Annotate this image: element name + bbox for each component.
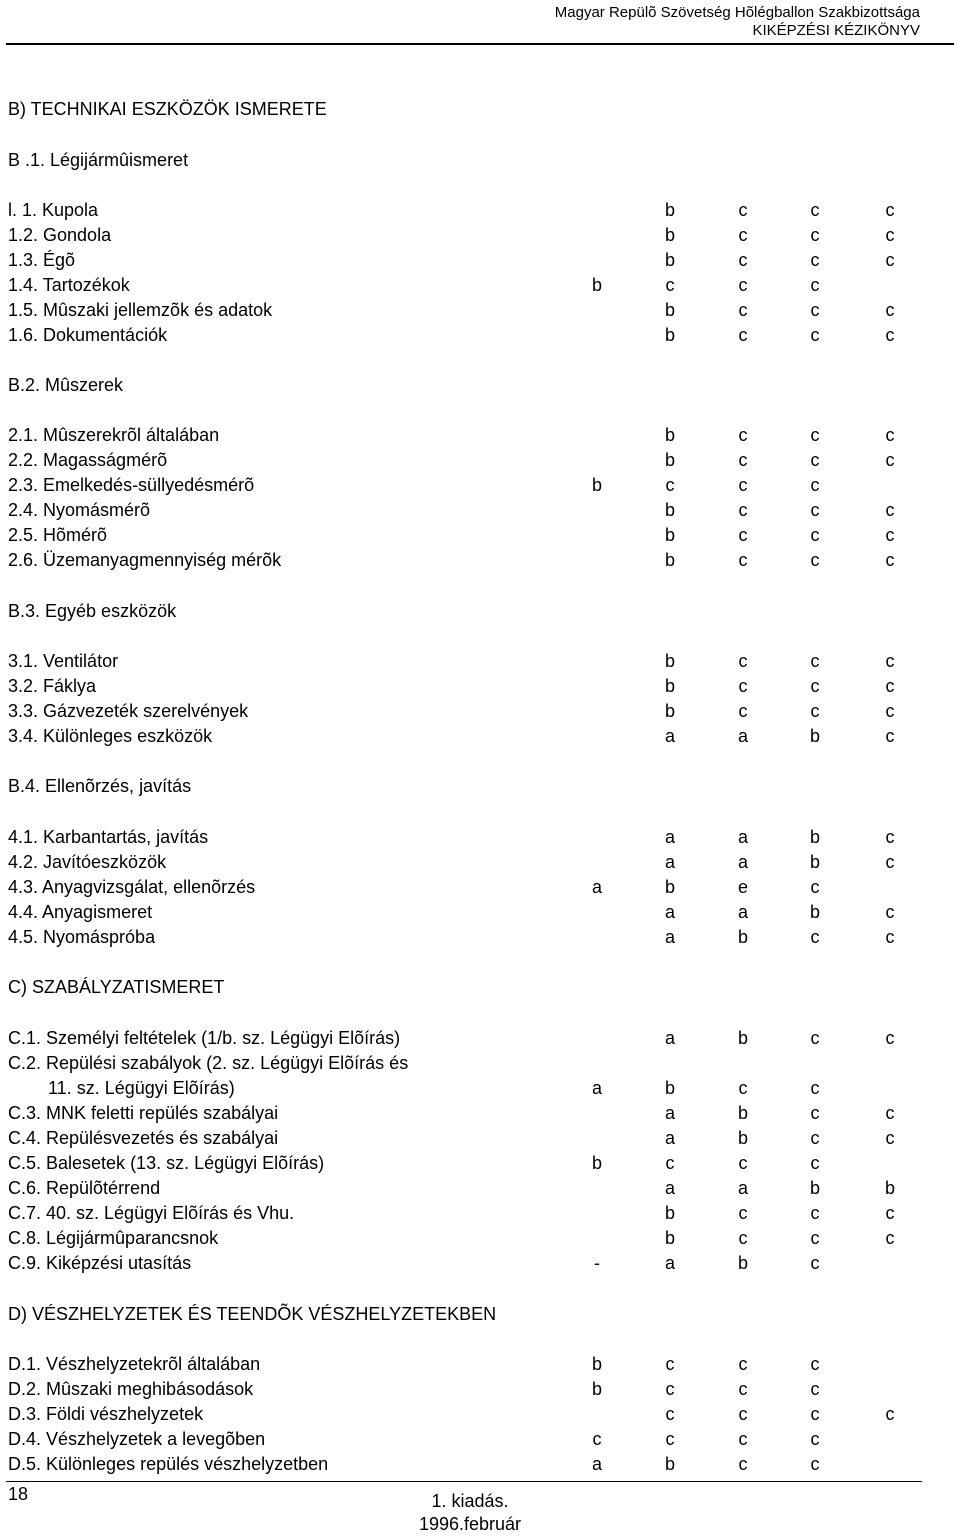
grade-cell: b	[664, 525, 675, 545]
grade-cell: c	[885, 927, 895, 947]
grade-cell: c	[885, 525, 895, 545]
curriculum-row	[8, 423, 960, 447]
row-label: l. 1. Kupola	[8, 200, 99, 220]
grade-cell: c	[885, 726, 895, 746]
grade-cell: b	[591, 275, 602, 295]
row-label: D.4. Vészhelyzetek a levegõben	[8, 1429, 266, 1449]
grade-cell: c	[738, 1379, 748, 1399]
grade-cell: c	[885, 852, 895, 872]
grade-cell: c	[738, 1454, 748, 1474]
grade-cell: c	[885, 1128, 895, 1148]
grade-cell: c	[810, 525, 820, 545]
grade-cell: a	[664, 902, 675, 922]
grade-cell: c	[810, 1429, 820, 1449]
row-label: 1.4. Tartozékok	[8, 275, 130, 295]
section-heading	[8, 1051, 960, 1075]
grade-cell: -	[594, 1253, 600, 1273]
grade-cell: c	[885, 325, 895, 345]
grade-cell: c	[665, 1153, 675, 1173]
row-label: 2.2. Magasságmérõ	[8, 450, 168, 470]
grade-cell: c	[738, 500, 748, 520]
row-label: 1.2. Gondola	[8, 225, 112, 245]
curriculum-row	[8, 900, 960, 924]
row-label: C.3. MNK feletti repülés szabályai	[8, 1103, 279, 1123]
grade-cell: c	[885, 1203, 895, 1223]
section-heading	[8, 373, 960, 397]
grade-cell: c	[810, 1153, 820, 1173]
grade-cell: c	[738, 275, 748, 295]
header-title: Magyar Repülõ Szövetség Hõlégballon Szakbizottsága	[554, 4, 920, 21]
row-label: C.9. Kiképzési utasítás	[8, 1253, 192, 1273]
grade-cell: c	[810, 1028, 820, 1048]
row-label: C.7. 40. sz. Légügyi Elõírás és Vhu.	[8, 1203, 295, 1223]
row-label: 4.4. Anyagismeret	[8, 902, 153, 922]
grade-cell: b	[809, 1178, 820, 1198]
grade-cell: c	[810, 225, 820, 245]
row-label: 4.5. Nyomáspróba	[8, 927, 156, 947]
grade-cell: a	[737, 1178, 748, 1198]
grade-cell: b	[737, 927, 748, 947]
curriculum-row	[8, 323, 960, 347]
row-label: B.3. Egyéb eszközök	[8, 601, 177, 621]
row-label: C) SZABÁLYZATISMERET	[8, 977, 225, 997]
row-label: C.1. Személyi feltételek (1/b. sz. Légügyi Elõírás)	[8, 1028, 401, 1048]
grade-cell: a	[591, 877, 602, 897]
grade-cell: b	[664, 325, 675, 345]
grade-cell: c	[665, 1354, 675, 1374]
grade-cell: c	[810, 927, 820, 947]
grade-cell: a	[664, 927, 675, 947]
grade-cell: c	[810, 877, 820, 897]
curriculum-row	[8, 248, 960, 272]
grade-cell: b	[884, 1178, 895, 1198]
row-label: C.4. Repülésvezetés és szabályai	[8, 1128, 279, 1148]
row-label: 2.6. Üzemanyagmennyiség mérõk	[8, 550, 282, 570]
row-label: 4.2. Javítóeszközök	[8, 852, 167, 872]
row-label: C.6. Repülõtérrend	[8, 1178, 161, 1198]
grade-cell: b	[591, 1379, 602, 1399]
grade-cell: b	[809, 827, 820, 847]
grade-cell: b	[591, 1354, 602, 1374]
grade-cell: a	[664, 726, 675, 746]
curriculum-row	[8, 825, 960, 849]
row-label: D.3. Földi vészhelyzetek	[8, 1404, 204, 1424]
grade-cell: c	[592, 1429, 602, 1449]
grade-cell: c	[810, 200, 820, 220]
row-label: 3.4. Különleges eszközök	[8, 726, 213, 746]
curriculum-row	[8, 1076, 960, 1100]
grade-cell: c	[738, 525, 748, 545]
grade-cell: c	[810, 1379, 820, 1399]
grade-cell: c	[810, 1354, 820, 1374]
row-label: 2.5. Hõmérõ	[8, 525, 108, 545]
grade-cell: c	[810, 651, 820, 671]
row-label: D.5. Különleges repülés vészhelyzetben	[8, 1454, 329, 1474]
curriculum-row	[8, 1377, 960, 1401]
section-heading	[8, 1302, 960, 1326]
row-label: 11. sz. Légügyi Elõírás)	[8, 1078, 235, 1098]
curriculum-row	[8, 273, 960, 297]
grade-cell: b	[809, 902, 820, 922]
grade-cell: b	[664, 425, 675, 445]
row-label: 1.6. Dokumentációk	[8, 325, 168, 345]
grade-cell: c	[738, 701, 748, 721]
row-label: 1.3. Égõ	[8, 250, 76, 270]
header-divider	[6, 43, 954, 45]
page-number: 18	[8, 1484, 29, 1504]
row-label: 2.1. Mûszerekrõl általában	[8, 425, 220, 445]
grade-cell: c	[665, 1404, 675, 1424]
grade-cell: c	[885, 200, 895, 220]
curriculum-row	[8, 198, 960, 222]
curriculum-row	[8, 1101, 960, 1125]
curriculum-row	[8, 223, 960, 247]
grade-cell: b	[664, 450, 675, 470]
curriculum-row	[8, 473, 960, 497]
grade-cell: c	[885, 450, 895, 470]
row-label: C.5. Balesetek (13. sz. Légügyi Elõírás)	[8, 1153, 325, 1173]
grade-cell: c	[665, 475, 675, 495]
row-label: D) VÉSZHELYZETEK ÉS TEENDÕK VÉSZHELYZETEKBEN	[8, 1304, 497, 1324]
grade-cell: c	[738, 1429, 748, 1449]
grade-cell: c	[885, 250, 895, 270]
grade-cell: b	[664, 550, 675, 570]
grade-cell: c	[885, 676, 895, 696]
grade-cell: e	[737, 877, 748, 897]
footer-divider	[6, 1481, 922, 1482]
section-heading	[8, 599, 960, 623]
curriculum-row	[8, 699, 960, 723]
row-label: 3.3. Gázvezeték szerelvények	[8, 701, 249, 721]
grade-cell: c	[738, 1354, 748, 1374]
section-heading	[8, 97, 960, 121]
curriculum-row	[8, 298, 960, 322]
curriculum-row	[8, 850, 960, 874]
grade-cell: b	[664, 225, 675, 245]
curriculum-row	[8, 1452, 960, 1476]
curriculum-row	[8, 523, 960, 547]
row-label: 3.1. Ventilátor	[8, 651, 119, 671]
grade-cell: a	[737, 827, 748, 847]
row-label: B.4. Ellenõrzés, javítás	[8, 776, 192, 796]
grade-cell: c	[810, 500, 820, 520]
grade-cell: c	[810, 1454, 820, 1474]
grade-cell: a	[664, 1028, 675, 1048]
grade-cell: c	[738, 250, 748, 270]
grade-cell: b	[664, 300, 675, 320]
grade-cell: c	[810, 1078, 820, 1098]
grade-cell: c	[810, 275, 820, 295]
curriculum-row	[8, 1427, 960, 1451]
grade-cell: c	[810, 450, 820, 470]
curriculum-row	[8, 925, 960, 949]
curriculum-row	[8, 1226, 960, 1250]
header-subtitle: KIKÉPZÉSI KÉZIKÖNYV	[752, 22, 920, 39]
row-label: 4.1. Karbantartás, javítás	[8, 827, 209, 847]
grade-cell: b	[737, 1253, 748, 1273]
grade-cell: c	[885, 1103, 895, 1123]
grade-cell: b	[591, 1153, 602, 1173]
grade-cell: c	[885, 1028, 895, 1048]
grade-cell: c	[738, 200, 748, 220]
grade-cell: c	[810, 701, 820, 721]
grade-cell: c	[738, 651, 748, 671]
grade-cell: b	[664, 676, 675, 696]
grade-cell: b	[664, 1228, 675, 1248]
grade-cell: c	[810, 1404, 820, 1424]
grade-cell: c	[738, 550, 748, 570]
grade-cell: b	[664, 500, 675, 520]
row-label: 1.5. Mûszaki jellemzõk és adatok	[8, 300, 273, 320]
grade-cell: b	[664, 250, 675, 270]
grade-cell: c	[738, 300, 748, 320]
grade-cell: c	[810, 325, 820, 345]
row-label: B.2. Mûszerek	[8, 375, 124, 395]
grade-cell: c	[738, 1228, 748, 1248]
edition-date: 1996.február	[418, 1514, 522, 1534]
curriculum-row	[8, 649, 960, 673]
row-label: C.2. Repülési szabályok (2. sz. Légügyi Elõírás és	[8, 1053, 409, 1073]
grade-cell: c	[810, 1103, 820, 1123]
grade-cell: b	[664, 1078, 675, 1098]
grade-cell: c	[885, 425, 895, 445]
edition-label: 1. kiadás.	[431, 1491, 509, 1511]
curriculum-row	[8, 498, 960, 522]
grade-cell: c	[885, 1228, 895, 1248]
row-label: 3.2. Fáklya	[8, 676, 97, 696]
grade-cell: a	[664, 1103, 675, 1123]
grade-cell: c	[810, 1128, 820, 1148]
grade-cell: b	[664, 1454, 675, 1474]
grade-cell: c	[885, 1404, 895, 1424]
curriculum-row	[8, 1402, 960, 1426]
grade-cell: b	[591, 475, 602, 495]
grade-cell: c	[885, 827, 895, 847]
row-label: B) TECHNIKAI ESZKÖZÖK ISMERETE	[8, 99, 327, 119]
grade-cell: a	[664, 1128, 675, 1148]
section-heading	[8, 148, 960, 172]
grade-cell: c	[738, 325, 748, 345]
grade-cell: b	[664, 877, 675, 897]
row-label: B .1. Légijármûismeret	[8, 150, 189, 170]
curriculum-row	[8, 1251, 960, 1275]
grade-cell: c	[885, 902, 895, 922]
curriculum-row	[8, 1201, 960, 1225]
curriculum-row	[8, 875, 960, 899]
grade-cell: c	[665, 1379, 675, 1399]
row-label: 4.3. Anyagvizsgálat, ellenõrzés	[8, 877, 256, 897]
grade-cell: c	[885, 500, 895, 520]
grade-cell: a	[591, 1078, 602, 1098]
grade-cell: a	[664, 827, 675, 847]
grade-cell: c	[738, 475, 748, 495]
row-label: D.1. Vészhelyzetekrõl általában	[8, 1354, 261, 1374]
grade-cell: c	[810, 425, 820, 445]
grade-cell: c	[885, 225, 895, 245]
grade-cell: c	[738, 1078, 748, 1098]
grade-cell: c	[738, 1203, 748, 1223]
grade-cell: b	[664, 651, 675, 671]
grade-cell: c	[738, 450, 748, 470]
grade-cell: c	[810, 300, 820, 320]
grade-cell: b	[664, 200, 675, 220]
grade-cell: a	[737, 852, 748, 872]
curriculum-row	[8, 1026, 960, 1050]
grade-cell: a	[664, 1178, 675, 1198]
curriculum-row	[8, 1151, 960, 1175]
grade-cell: b	[737, 1103, 748, 1123]
grade-cell: c	[810, 250, 820, 270]
curriculum-row	[8, 1176, 960, 1200]
grade-cell: c	[738, 676, 748, 696]
row-label: D.2. Mûszaki meghibásodások	[8, 1379, 254, 1399]
grade-cell: c	[885, 701, 895, 721]
grade-cell: c	[738, 1153, 748, 1173]
grade-cell: b	[809, 852, 820, 872]
grade-cell: c	[810, 1228, 820, 1248]
grade-cell: a	[737, 726, 748, 746]
curriculum-row	[8, 1352, 960, 1376]
curriculum-row	[8, 674, 960, 698]
grade-cell: a	[664, 1253, 675, 1273]
grade-cell: c	[810, 550, 820, 570]
grade-cell: b	[737, 1128, 748, 1148]
curriculum-row	[8, 1126, 960, 1150]
row-label: 2.3. Emelkedés-süllyedésmérõ	[8, 475, 255, 495]
grade-cell: b	[737, 1028, 748, 1048]
grade-cell: c	[810, 1253, 820, 1273]
grade-cell: c	[665, 1429, 675, 1449]
grade-cell: a	[591, 1454, 602, 1474]
grade-cell: c	[738, 1404, 748, 1424]
grade-cell: c	[738, 425, 748, 445]
curriculum-row	[8, 448, 960, 472]
grade-cell: c	[665, 275, 675, 295]
grade-cell: c	[810, 676, 820, 696]
section-heading	[8, 774, 960, 798]
grade-cell: c	[885, 300, 895, 320]
grade-cell: c	[738, 225, 748, 245]
grade-cell: c	[810, 1203, 820, 1223]
curriculum-row	[8, 548, 960, 572]
section-heading	[8, 975, 960, 999]
curriculum-row	[8, 724, 960, 748]
row-label: C.8. Légijármûparancsnok	[8, 1228, 219, 1248]
grade-cell: b	[809, 726, 820, 746]
grade-cell: a	[664, 852, 675, 872]
grade-cell: c	[885, 651, 895, 671]
grade-cell: b	[664, 701, 675, 721]
grade-cell: c	[810, 475, 820, 495]
grade-cell: c	[885, 550, 895, 570]
row-label: 2.4. Nyomásmérõ	[8, 500, 151, 520]
grade-cell: b	[664, 1203, 675, 1223]
grade-cell: a	[737, 902, 748, 922]
